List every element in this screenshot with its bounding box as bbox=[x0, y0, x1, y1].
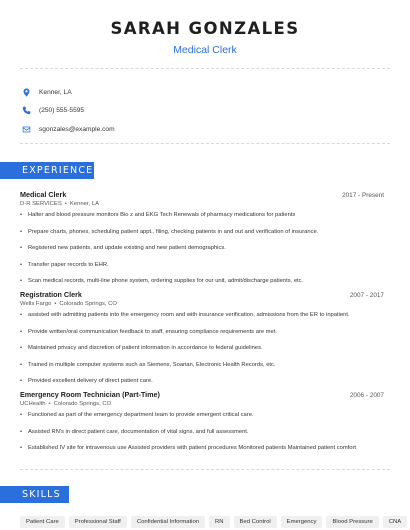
bullet-item: • Scan medical records, multi-line phone system, ordering supplies for our unit, admit/discharge patients, etc. bbox=[20, 278, 384, 285]
experience-divider bbox=[20, 469, 390, 470]
job-bullets bbox=[20, 312, 384, 385]
company-name: Wells Fargo bbox=[20, 301, 52, 307]
bullet-item: • Maintained privacy and discretion of patient information in accordance to federal guidelines. bbox=[20, 345, 384, 352]
contact-phone-text: (250) 555-5595 bbox=[39, 107, 85, 115]
resume-header bbox=[0, 0, 410, 56]
contact-email bbox=[22, 120, 115, 139]
skills-section-header bbox=[0, 486, 69, 503]
skill-chip: Blood Pressure bbox=[326, 516, 378, 528]
skill-chip: Patient Care bbox=[20, 516, 65, 528]
job-title: Emergency Room Technician (Part-Time) bbox=[20, 390, 160, 399]
bullet-item: • Functioned as part of the emergency department team to provide emergent critical care. bbox=[20, 412, 384, 419]
contact-location-text: Kenner, LA bbox=[39, 88, 72, 96]
company-name: UCHealth bbox=[20, 401, 46, 407]
contact-location bbox=[22, 83, 115, 102]
phone-icon bbox=[22, 106, 31, 115]
bullet-item: • Assisted RN's in direct patient care, documentation of vital signs, and full assessment. bbox=[20, 429, 384, 436]
job-bullets bbox=[20, 412, 384, 452]
bullet-item: • Established IV site for intravenous use Assisted providers with patient procedures Monitored patients Maintained patient comfort bbox=[20, 445, 384, 452]
bullet-item: • Trained in multiple computer systems such as Siemens, Soarian, Electronic Health Records, etc. bbox=[20, 362, 384, 369]
job-entry-er-technician bbox=[20, 390, 384, 452]
company-location: Colorado Springs, CO bbox=[53, 401, 112, 407]
job-dates: 2006 - 2007 bbox=[349, 392, 384, 399]
job-bullets bbox=[20, 212, 384, 285]
bullet-item: • Transfer paper records to EHR. bbox=[20, 262, 384, 269]
job-title: Medical Clerk bbox=[20, 190, 67, 199]
job-employer: Wells Fargo • Colorado Springs, CO bbox=[20, 301, 118, 307]
candidate-title: Medical Clerk bbox=[173, 44, 237, 56]
email-icon bbox=[22, 125, 31, 134]
job-dates: 2017 - Present bbox=[342, 192, 384, 199]
skill-chip: RN bbox=[209, 516, 230, 528]
company-location: Colorado Springs, CO bbox=[59, 301, 118, 307]
skill-chip: CNA bbox=[383, 516, 407, 528]
bullet-item: • Prepare charts, phones, scheduling patient appt., filing, checking patients in and out and verification of insurance. bbox=[20, 229, 384, 236]
job-title: Registration Clerk bbox=[20, 290, 82, 299]
bullet-item: • Provide written/oral communication feedback to staff, ensuring compliance requirements are met. bbox=[20, 329, 384, 336]
skill-chip: Bed Control bbox=[234, 516, 277, 528]
job-dates: 2007 - 2017 bbox=[349, 292, 384, 299]
bullet-item: • Provided excellent delivery of direct patient care. bbox=[20, 378, 384, 385]
skills-list bbox=[20, 516, 402, 528]
candidate-name: SARAH GONZALES bbox=[110, 19, 300, 38]
job-employer: D-R SERVICES • Kenner, LA bbox=[20, 201, 100, 207]
job-entry-medical-clerk bbox=[20, 190, 384, 285]
location-pin-icon bbox=[22, 88, 31, 97]
skills-heading: SKILLS bbox=[22, 489, 61, 500]
skill-chip: Professional Staff bbox=[69, 516, 127, 528]
experience-section-header bbox=[0, 162, 94, 179]
experience-heading: EXPERIENCE bbox=[22, 165, 94, 176]
contact-list bbox=[22, 83, 115, 139]
skill-chip: Emergency bbox=[281, 516, 323, 528]
skill-chip: Confidential Information bbox=[131, 516, 205, 528]
company-location: Kenner, LA bbox=[69, 201, 100, 207]
contact-phone bbox=[22, 102, 115, 121]
bullet-item: • assisted with admitting patients into the emergency room and with insurance verification, admissions from the ER to inpatient. bbox=[20, 312, 384, 319]
company-name: D-R SERVICES bbox=[20, 201, 62, 207]
header-divider bbox=[20, 68, 390, 69]
job-employer: UCHealth • Colorado Springs, CO bbox=[20, 401, 112, 407]
contact-divider bbox=[20, 143, 390, 144]
bullet-item: • Registered new patients, and update existing and new patient demographics. bbox=[20, 245, 384, 252]
job-entry-registration-clerk bbox=[20, 290, 384, 385]
bullet-item: • Halter and blood pressure monitors Bio z and EKG Tech Renewals of pharmacy medications for patients bbox=[20, 212, 384, 219]
contact-email-text: sgonzales@example.com bbox=[39, 125, 115, 133]
